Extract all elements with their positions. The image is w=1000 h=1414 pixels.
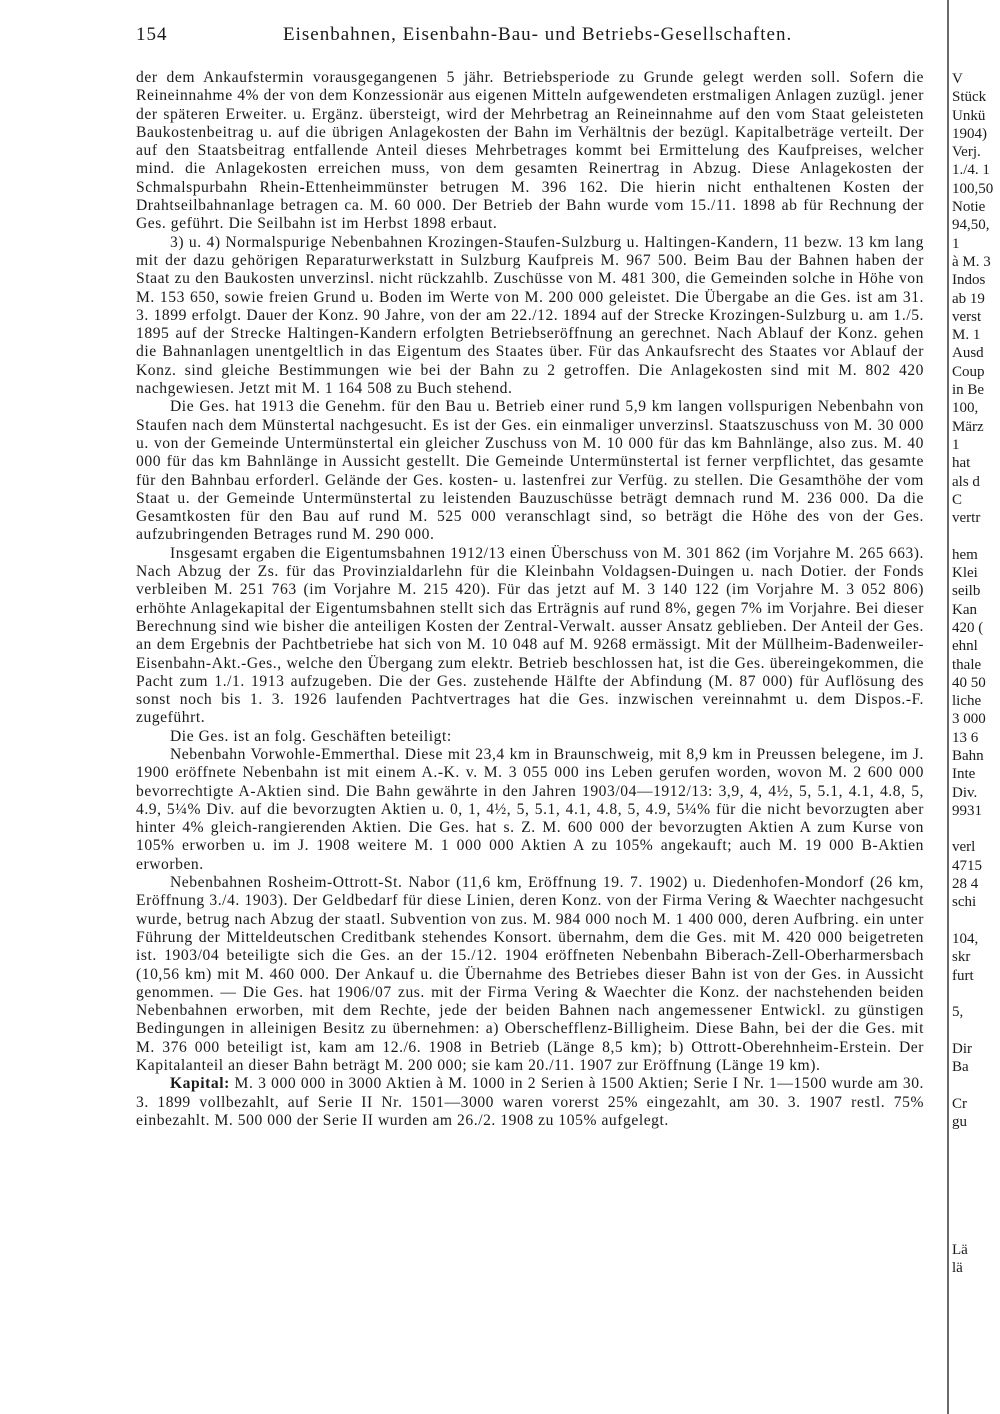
paragraph-ankaufsrecht: der dem Ankaufstermin vorausgegangenen 5 jähr. Betriebsperiode zu Grunde gelegt werden soll. Sofern die Reineinnahme 4% der von dem Konzessionär aus eigenen Mitteln aufgewendeten erstmaligen Anlagen zuzügl. jener der späteren Erweiter. u. Ergänz. übersteigt, wird der Mehrbetrag an Reineinnahme auf den vom Staat geleisteten Baukostenbeitrag u. auf die übrigen Anlagekosten der Bahn im Verhältnis der bezügl. Kapitalbeträge verteilt. Der auf den Staatsbeitrag entfallende Anteil dieses Mehrbetrages kommt bei Ermittelung des Kaufpreises, welcher mind. die Anlagekosten erreichen muss, von dem gesamten Reinertrag in Abzug. Diese Anlagekosten der Schmalspurbahn Rhein-Ettenheimmünster betrugen M. 396 162. Die hierin nicht enthaltenen Kosten der Drahtseilbahnanlage betragen ca. M. 60 000. Der Betrieb der Bahn wurde vom 15./11. 1898 ab für Rechnung der Ges. geführt. Die Seilbahn ist im Herbst 1898 erbaut.	[136, 69, 924, 233]
paragraph-rosheim-ottrott: Nebenbahnen Rosheim-Ottrott-St. Nabor (11,6 km, Eröffnung 19. 7. 1902) u. Diedenhofen-Mondorf (26 km, Eröffnung 3./4. 1903). Der Geldbedarf für diese Linien, deren Konz. von der Firma Vering & Waechter nachgesucht wurde, betrug nach Abzug der staatl. Subvention von zus. M. 984 000 noch M. 1 400 000, deren Aufbring. ein unter Führung der Mitteldeutschen Creditbank stehendes Konsort. übernahm, dem die Ges. mit M. 420 000 beigetreten ist. 1903/04 beteiligte sich die Ges. an der 15./12. 1904 eröffneten Nebenbahn Biberach-Zell-Oberharmersbach (10,56 km) mit M. 460 000. Der Ankauf u. die Übernahme des Betriebes dieser Bahn ist von der Ges. in Aussicht genommen. — Die Ges. hat 1906/07 zus. mit der Firma Vering & Waechter die Konz. der nachstehenden beiden Nebenbahnen erworben, mit dem Rechte, jede der beiden Bahnen nach angemessener Entwickl. zu günstigen Bedingungen in alleinigen Besitz zu übernehmen: a) Oberschefflenz-Billigheim. Diese Bahn, bei der die Ges. mit M. 376 000 beteiligt ist, kam am 12./6. 1908 in Betrieb (Länge 8,5 km); b) Ottrott-Oberehnheim-Erstein. Der Kapitalanteil an dieser Bahn beträgt M. 200 000; sie kam 20./11. 1907 zur Eröffnung (Länge 19 km).	[136, 874, 924, 1075]
adjacent-page-fragment: 4715	[952, 857, 982, 874]
adjacent-page-fragment: 100,50	[952, 180, 994, 197]
adjacent-page-fragment: schi	[952, 894, 977, 911]
main-text-column	[136, 69, 924, 1130]
adjacent-page-fragment: lä	[952, 1260, 963, 1277]
adjacent-page-fragment: 9931	[952, 802, 982, 819]
adjacent-page-fragment: ab 19	[952, 290, 985, 307]
adjacent-page-column	[952, 70, 1000, 1278]
adjacent-page-fragment: Bahn	[952, 747, 984, 764]
kapital-label: Kapital:	[170, 1075, 230, 1093]
adjacent-page-fragment	[952, 1150, 1000, 1168]
adjacent-page-fragment: 420 (	[952, 619, 984, 636]
adjacent-page-fragment	[952, 1204, 1000, 1222]
kapital-text: M. 3 000 000 in 3000 Aktien à M. 1000 in 2 Serien à 1500 Aktien; Serie I Nr. 1—1500 wurde am 30. 3. 1899 vollbezahlt, auf Serie II Nr. 1501—3000 waren vorerst 25% eingezahlt, am 30. 3. 1907 restl. 75% einbezahlt. M. 500 000 der Serie II wurden am 26./2. 1908 zu 105% aufgelegt.	[136, 1075, 924, 1129]
adjacent-page-fragment: Klei	[952, 565, 978, 582]
adjacent-page-fragment: 28 4	[952, 876, 979, 893]
adjacent-page-fragment	[952, 985, 1000, 1003]
adjacent-page-fragment: verst	[952, 308, 982, 325]
adjacent-page-fragment: Lä	[952, 1242, 968, 1258]
adjacent-page-fragment: C	[952, 491, 963, 508]
adjacent-page-fragment: M. 1	[952, 327, 981, 344]
adjacent-page-fragment: hem	[952, 546, 978, 563]
paragraph-krozingen-haltingen: 3) u. 4) Normalspurige Nebenbahnen Krozingen-Staufen-Sulzburg u. Haltingen-Kandern, 11 bezw. 13 km lang mit der dazu gehörigen Reparaturwerkstatt in Sulzburg Kaufpreis M. 967 500. Beim Bau der Bahnen haben der Staat zu den Baukosten unverzinsl. nicht rückzahlb. Zuschüsse von M. 481 300, die Gemeinden solche in Höhe von M. 153 650, sowie freien Grund u. Boden im Werte von M. 200 000 geleistet. Die Übergabe an die Ges. ist am 31. 3. 1899 erfolgt. Dauer der Konz. 90 Jahre, von der am 22./12. 1894 auf der Strecke Krozingen-Sulzburg u. am 1./5. 1895 auf der Strecke Haltingen-Kandern erfolgten Betriebseröffnung an gerechnet. Nach Ablauf der Konz. gehen die Bahnanlagen unentgeltlich in das Eigentum des Staates über. Für das Ankaufsrecht des Staates vor Ablauf der Konz. sind gleiche Bestimmungen wie bei der Bahn zu 2 getroffen. Die Anlagekosten sind mit M. 802 420 nachgewiesen. Jetzt mit M. 1 164 508 zu Buch stehend.	[136, 233, 924, 398]
paragraph-muenstertal: Die Ges. hat 1913 die Genehm. für den Bau u. Betrieb einer rund 5,9 km langen vollspurigen Nebenbahn von Staufen nach dem Münstertal nachgesucht. Es ist der Ges. ein einmaliger unverzinsl. Staatszuschuss von M. 30 000 u. von der Gemeinde Untermünstertal ein gleicher Zuschuss von M. 10 000 für das km Bahnlänge, also zus. M. 40 000 für das km Bahnlänge in Aussicht gestellt. Die Gemeinde Untermünstertal ist ferner verpflichtet, das gesamte für den Bahnbau erforderl. Gelände der Ges. kosten- u. lastenfrei zur Verfüg. zu stellen. Die Gesamthöhe der vom Staat u. der Gemeinde Untermünstertal zu leistenden Bauzuschüsse beträgt demnach rund M. 236 000. Da die Gesamtkosten für den Bau auf rund M. 525 000 veranschlagt sind, so beträgt die Höhe des von der Ges. aufzubringenden Betrages rund M. 290 000.	[136, 398, 924, 544]
adjacent-page-fragment: V	[952, 71, 963, 87]
adjacent-page-fragment: vertr	[952, 510, 981, 527]
adjacent-page-fragment: in Be	[952, 382, 985, 399]
adjacent-page-fragment	[952, 912, 1000, 930]
paragraph-eigentumsbahnen: Insgesamt ergaben die Eigentumsbahnen 1912/13 einen Überschuss von M. 301 862 (im Vorjahre M. 265 663). Nach Abzug der Zs. für das Provinzialdarlehn für die Kleinbahn Voldagsen-Duingen u. nach Dotier. der Fonds verbleiben M. 251 763 (im Vorjahre M. 215 420). Für das jetzt auf M. 3 140 122 (im Vorjahre M. 3 052 806) erhöhte Anlagekapital der Eigentumsbahnen stellt sich das Erträgnis auf rund 8%, gegen 7% im Vorjahre. Bei dieser Berechnung sind wie bisher die anteiligen Kosten der Zentral-Verwalt. ausser Ansatz geblieben. Der Anteil der Ges. an dem Ergebnis der Pachtbetriebe hat sich von M. 10 048 auf M. 9268 ermässigt. Mit der Müllheim-Badenweiler-Eisenbahn-Akt.-Ges., welche den Übergang zum elektr. Betrieb beschlossen hat, ist die Ges. übereingekommen, die Pacht zum 1./1. 1913 aufzugeben. Die der Ges. zustehende Hälfte der Abfindung (M. 87 000) für Auflösung des sonst noch bis 1. 3. 1926 laufenden Pachtvertrages hat die Ges. inzwischen vereinnahmt u. dem Dispos.-F. zugeführt.	[136, 544, 924, 727]
adjacent-page-fragment: 13 6	[952, 729, 979, 746]
adjacent-page-fragment: 1	[952, 436, 960, 453]
adjacent-page-fragment: seilb	[952, 583, 981, 600]
adjacent-page-fragment: Inte	[952, 766, 976, 783]
adjacent-page-fragment: 1./4. 1	[952, 162, 990, 179]
adjacent-page-fragment	[952, 1131, 1000, 1149]
adjacent-page-fragment: als d	[952, 473, 980, 490]
page-number: 154	[136, 24, 168, 45]
adjacent-page-fragment: Stück	[952, 89, 987, 106]
adjacent-page-fragment: 94,50,	[952, 217, 990, 234]
adjacent-page-fragment: 40 50	[952, 674, 986, 691]
adjacent-page-fragment: Indos	[952, 272, 986, 289]
adjacent-page-fragment	[952, 1168, 1000, 1186]
paragraph-vorwohle-emmerthal: Nebenbahn Vorwohle-Emmerthal. Diese mit 23,4 km in Braunschweig, mit 8,9 km in Preussen belegene, im J. 1900 eröffnete Nebenbahn ist mit einem A.-K. v. M. 3 055 000 ins Leben gerufen worden, wovon M. 2 600 000 bevorrechtigte A-Aktien sind. Die Bahn gewährte in den Jahren 1903/04—1912/13: 3,9, 4, 4½, 5, 5.1, 4.1, 4.8, 5, 4.9, 5¼% Div. auf die bevorzugten Aktien u. 0, 1, 4½, 5, 5.1, 4.1, 4.8, 5, 4.9, 5¼% für die nicht bevorzugten aber hinter 4% gleich-rangierenden Aktien. Die Ges. hat s. Z. M. 600 000 der bevorzugten Aktien A zum Kurse von 105% erworben u. im J. 1908 weitere M. 1 000 000 Aktien A zu 105% angekauft; auch M. 19 000 B-Aktien erworben.	[136, 745, 924, 873]
adjacent-page-fragment	[952, 527, 1000, 545]
adjacent-page-fragment	[952, 820, 1000, 838]
adjacent-page-fragment: 5,	[952, 1004, 964, 1021]
adjacent-page-fragment: Ba	[952, 1059, 969, 1076]
adjacent-page-fragment: 1	[952, 235, 960, 252]
adjacent-page-fragment: ehnl	[952, 638, 978, 655]
adjacent-page-fragment	[952, 1021, 1000, 1039]
adjacent-page-fragment: à M. 3	[952, 253, 991, 270]
adjacent-page-fragment	[952, 1186, 1000, 1204]
adjacent-page-fragment: gu	[952, 1113, 967, 1130]
adjacent-page-fragment: thale	[952, 656, 982, 673]
paragraph-beteiligungen-intro: Die Ges. ist an folg. Geschäften beteiligt:	[170, 727, 452, 745]
adjacent-page-fragment: furt	[952, 967, 974, 984]
adjacent-page-fragment: März	[952, 418, 984, 435]
adjacent-page-fragment: Div.	[952, 784, 978, 801]
adjacent-page-fragment: 100,	[952, 400, 979, 417]
adjacent-page-fragment: Notie	[952, 199, 986, 216]
running-head: Eisenbahnen, Eisenbahn-Bau- und Betriebs-Gesellschaften.	[283, 24, 793, 45]
adjacent-page-fragment: Cr	[952, 1095, 967, 1112]
adjacent-page-fragment: skr	[952, 949, 971, 966]
adjacent-page-fragment: Verj.	[952, 144, 981, 161]
adjacent-page-fragment: 3 000	[952, 711, 986, 728]
adjacent-page-fragment: Ausd	[952, 345, 984, 362]
adjacent-page-fragment	[952, 1076, 1000, 1094]
adjacent-page-fragment: Unkü	[952, 107, 986, 124]
paragraph-kapital	[136, 1075, 924, 1130]
adjacent-page-fragment: 104,	[952, 930, 979, 947]
adjacent-page-fragment: liche	[952, 693, 982, 710]
adjacent-page-fragment: Kan	[952, 601, 977, 618]
adjacent-page-fragment: 1904)	[952, 125, 987, 142]
adjacent-page-fragment: Dir	[952, 1040, 972, 1057]
adjacent-page-fragment: Coup	[952, 363, 985, 380]
gutter-line	[947, 0, 949, 1414]
adjacent-page-fragment: hat	[952, 455, 971, 472]
adjacent-page-fragment: verl	[952, 839, 976, 856]
adjacent-page-fragment	[952, 1223, 1000, 1241]
